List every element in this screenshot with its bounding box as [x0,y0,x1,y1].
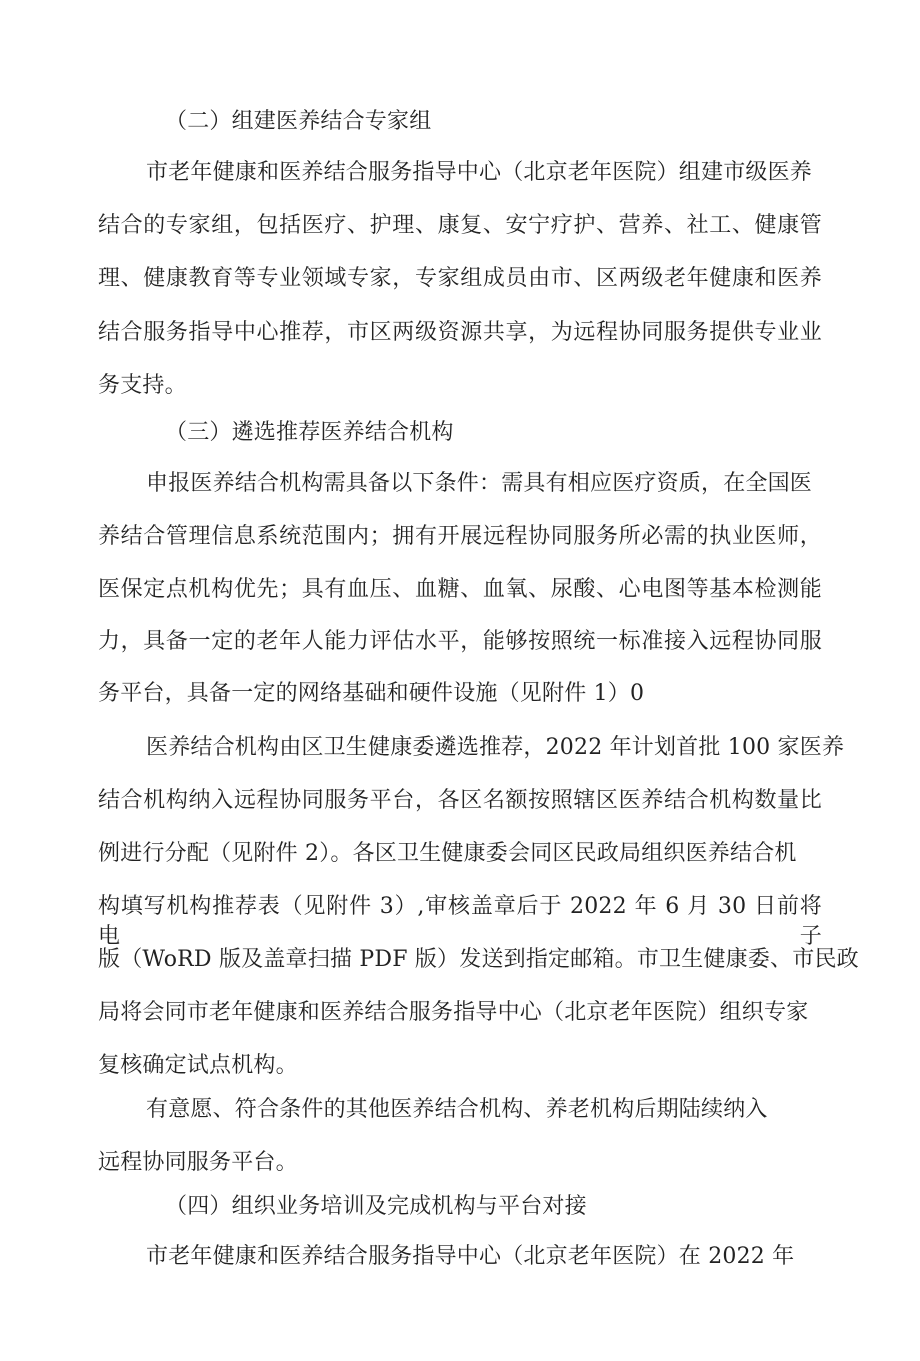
paragraph-2-line-3: 医保定点机构优先；具有血压、血糖、血氧、尿酸、心电图等基本检测能 [98,577,822,602]
paragraph-3-line-3: 例进行分配（见附件 2）。各区卫生健康委会同区民政局组织医养结合机 [98,841,797,866]
paragraph-3-line-5: 版（WoRD 版及盖章扫描 PDF 版）发送到指定邮箱。市卫生健康委、市民政 [98,947,859,972]
paragraph-5-line-1: 市老年健康和医养结合服务指导中心（北京老年医院）在 2022 年 [146,1244,795,1269]
paragraph-1-line-2: 结合的专家组，包括医疗、护理、康复、安宁疗护、营养、社工、健康管 [98,213,822,238]
paragraph-3-line-1: 医养结合机构由区卫生健康委遴选推荐，2022 年计划首批 100 家医养 [146,735,845,760]
paragraph-4-line-2: 远程协同服务平台。 [98,1150,298,1175]
paragraph-1-line-5: 务支持。 [98,373,187,398]
paragraph-1-line-3: 理、健康教育等专业领域专家，专家组成员由市、区两级老年健康和医养 [98,266,822,291]
paragraph-2-line-5: 务平台，具备一定的网络基础和硬件设施（见附件 1）0 [98,681,645,706]
paragraph-2-line-1: 申报医养结合机构需具备以下条件：需具有相应医疗资质，在全国医 [146,471,813,496]
section-heading-4: （四）组织业务培训及完成机构与平台对接 [165,1194,587,1219]
paragraph-1-line-4: 结合服务指导中心推荐，市区两级资源共享，为远程协同服务提供专业业 [98,320,822,345]
paragraph-3-line-7: 复核确定试点机构。 [98,1053,298,1078]
paragraph-3-line-6: 局将会同市老年健康和医养结合服务指导中心（北京老年医院）组织专家 [98,1000,809,1025]
paragraph-2-line-2: 养结合管理信息系统范围内；拥有开展远程协同服务所必需的执业医师， [98,524,822,549]
section-heading-3: （三）遴选推荐医养结合机构 [165,420,454,445]
paragraph-1-line-1: 市老年健康和医养结合服务指导中心（北京老年医院）组建市级医养 [146,160,813,185]
paragraph-3-line-2: 结合机构纳入远程协同服务平台，各区名额按照辖区医养结合机构数量比 [98,788,822,813]
paragraph-3-line-4: 构填写机构推荐表（见附件 3）,审核盖章后于 2022 年 6 月 30 日前将电子 [98,894,822,949]
section-heading-2: （二）组建医养结合专家组 [165,109,432,134]
paragraph-2-line-4: 力，具备一定的老年人能力评估水平，能够按照统一标准接入远程协同服 [98,629,822,654]
paragraph-4-line-1: 有意愿、符合条件的其他医养结合机构、养老机构后期陆续纳入 [146,1097,768,1122]
